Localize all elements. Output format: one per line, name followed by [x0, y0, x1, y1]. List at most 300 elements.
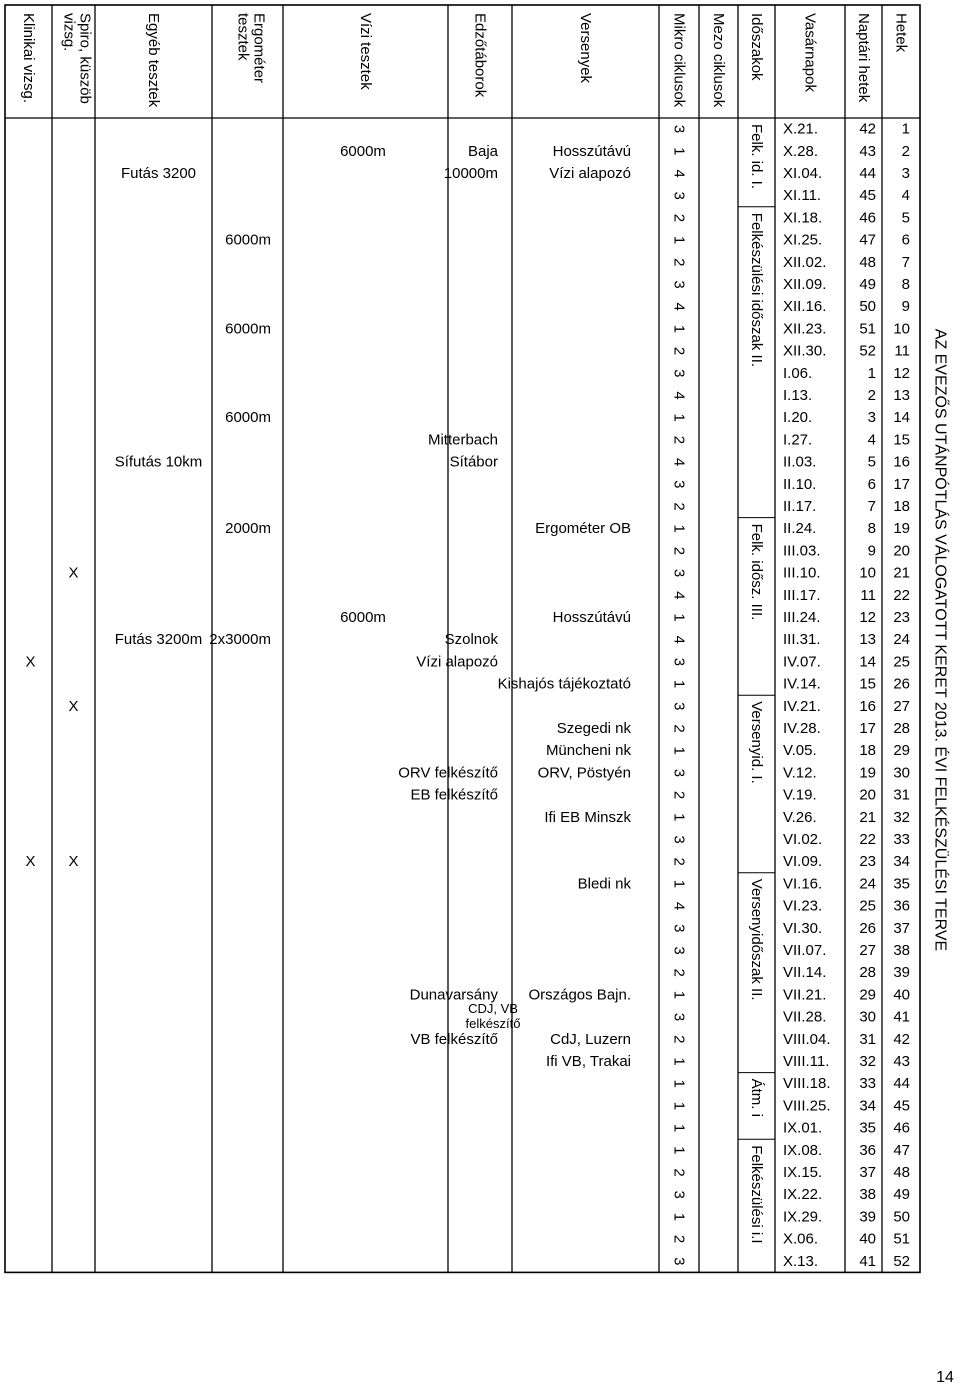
micro-cycle: 1: [670, 1101, 688, 1111]
week-number: 4: [901, 187, 910, 205]
sunday-date: VIII.18.: [783, 1075, 831, 1093]
micro-cycle: 4: [670, 391, 688, 400]
week-number: 17: [893, 475, 910, 493]
week-number: 48: [893, 1164, 910, 1181]
competition: Vízi alapozó: [549, 165, 631, 182]
sunday-date: II.24.: [783, 520, 817, 538]
calendar-week: 13: [859, 631, 876, 649]
sunday-date: X.13.: [783, 1252, 819, 1270]
micro-cycle: 1: [670, 813, 688, 822]
sunday-date: III.03.: [783, 542, 821, 560]
week-number: 50: [893, 1208, 910, 1226]
calendar-week: 34: [859, 1097, 876, 1115]
table-row: [225, 520, 910, 537]
week-number: 18: [893, 498, 910, 515]
week-number: 15: [893, 431, 910, 449]
ergometer-test: 6000m: [225, 409, 271, 427]
training-camp: ORV felkészítő: [398, 764, 498, 782]
training-camp: CDJ, VB felkészítő: [465, 1001, 521, 1032]
table-row: [671, 1208, 911, 1225]
table-row: [671, 920, 911, 937]
other-test: Futás 3200: [120, 165, 197, 182]
week-number: 39: [893, 964, 910, 982]
week-number: 29: [893, 742, 910, 760]
table-row: [671, 1097, 911, 1114]
calendar-week: 31: [859, 1030, 876, 1048]
sunday-date: II.03.: [783, 453, 817, 471]
table-row: [410, 787, 910, 804]
period-label: Felkészülési időszak II.: [748, 212, 765, 368]
sunday-date: VIII.11.: [783, 1053, 830, 1070]
table-row: [671, 1231, 911, 1248]
week-number: 1: [901, 120, 910, 138]
micro-cycle: 3: [670, 480, 688, 489]
sheet-title: AZ EVEZŐS UTÁNPÓTLÁS VÁLOGATOTT KERET 2013. ÉVI FELKÉSZÜLÉSI TERVE: [931, 328, 949, 952]
table-row: [671, 1253, 911, 1270]
week-number: 32: [893, 808, 910, 826]
competition: Hosszútávú: [552, 609, 631, 626]
week-number: 5: [901, 209, 910, 227]
calendar-week: 29: [859, 986, 876, 1004]
week-number: 42: [893, 1030, 910, 1048]
week-number: 24: [893, 631, 910, 649]
table-row: [398, 764, 910, 781]
clinical-exam: X: [25, 853, 36, 871]
week-number: 36: [893, 897, 910, 915]
header-idoszakok: Időszakok: [748, 13, 765, 81]
sunday-date: II.10.: [783, 475, 817, 493]
micro-cycle: 1: [670, 679, 688, 689]
micro-cycle: 4: [670, 169, 688, 178]
calendar-week: 48: [859, 253, 876, 271]
micro-cycle: 2: [670, 346, 688, 356]
micro-cycle: 2: [670, 502, 688, 511]
calendar-week: 4: [867, 431, 876, 449]
week-number: 3: [901, 165, 910, 182]
sunday-date: VII.14.: [783, 964, 827, 982]
calendar-week: 8: [867, 520, 876, 538]
micro-cycle: 1: [670, 235, 688, 245]
table-row: [68, 565, 910, 582]
period-label: Felkészülési i.I: [748, 1145, 765, 1244]
calendar-week: 49: [859, 276, 876, 293]
micro-cycle: 1: [670, 879, 688, 889]
training-camp: Dunavarsány: [409, 986, 498, 1004]
micro-cycle: 3: [670, 124, 688, 134]
calendar-week: 14: [859, 653, 876, 671]
micro-cycle: 3: [670, 280, 688, 289]
week-number: 31: [893, 786, 910, 804]
week-number: 28: [893, 720, 910, 737]
other-test: Sífutás 10km: [114, 453, 203, 471]
sunday-date: III.24.: [783, 609, 821, 626]
micro-cycle: 3: [670, 191, 688, 200]
week-number: 43: [893, 1053, 910, 1070]
micro-cycle: 4: [670, 302, 688, 311]
sunday-date: XII.16.: [783, 298, 827, 316]
spiro-test: X: [68, 853, 79, 871]
table-row: [671, 1142, 911, 1159]
training-camp: EB felkészítő: [410, 786, 498, 804]
header-versenyek: Versenyek: [577, 13, 594, 84]
table-row: [225, 232, 910, 249]
calendar-week: 20: [859, 786, 876, 804]
week-number: 51: [893, 1230, 910, 1248]
calendar-week: 19: [859, 764, 876, 782]
water-test: 6000m: [340, 142, 386, 160]
sunday-date: IV.07.: [783, 653, 821, 671]
table-row: [546, 742, 910, 759]
sunday-date: XI.11.: [783, 187, 822, 205]
table-row: [671, 542, 911, 559]
calendar-week: 44: [859, 165, 876, 182]
sunday-date: X.06.: [783, 1230, 819, 1248]
competition: Országos Bajn.: [528, 986, 631, 1004]
calendar-week: 9: [867, 542, 876, 560]
calendar-week: 24: [859, 875, 876, 893]
competition: CdJ, Luzern: [550, 1030, 631, 1048]
table-row: [410, 1031, 910, 1048]
calendar-week: 25: [859, 897, 876, 915]
micro-cycle: 2: [670, 258, 688, 267]
table-row: [671, 209, 911, 226]
calendar-week: 39: [859, 1208, 876, 1226]
week-number: 41: [893, 1008, 910, 1026]
calendar-week: 42: [859, 120, 876, 138]
header-egyeb: Egyéb tesztek: [145, 13, 162, 108]
period-labels: [748, 124, 765, 1244]
micro-cycle: 1: [670, 147, 688, 156]
micro-cycle: 2: [670, 724, 688, 733]
sunday-date: VI.30.: [783, 919, 823, 937]
table-row: [671, 898, 911, 915]
week-number: 49: [893, 1186, 910, 1204]
micro-cycle: 4: [670, 901, 688, 911]
micro-cycle: 3: [670, 568, 688, 578]
week-number: 30: [893, 764, 910, 782]
micro-cycle: 3: [670, 369, 688, 378]
table-row: [428, 431, 910, 448]
week-number: 40: [893, 986, 910, 1004]
week-number: 6: [901, 231, 910, 249]
week-number: 26: [893, 675, 910, 693]
period-label: Felk. idősz. III.: [748, 523, 765, 621]
calendar-week: 38: [859, 1186, 876, 1204]
calendar-week: 37: [859, 1164, 876, 1181]
calendar-week: 15: [859, 675, 876, 693]
table-row: [557, 720, 910, 737]
sunday-date: VI.16.: [783, 875, 823, 893]
header-hetek: Hetek: [892, 13, 910, 53]
sunday-date: IX.22.: [783, 1186, 823, 1204]
week-number: 52: [893, 1252, 910, 1270]
table-row: [546, 1053, 910, 1070]
week-number: 9: [901, 298, 910, 316]
table-row: [671, 365, 911, 382]
competition: Szegedi nk: [556, 720, 631, 737]
table-row: [671, 187, 911, 204]
week-number: 21: [893, 564, 910, 582]
table-row: [466, 1001, 910, 1031]
table-row: [25, 653, 910, 670]
sunday-date: V.12.: [783, 764, 817, 782]
calendar-week: 1: [867, 364, 876, 382]
micro-cycle: 3: [670, 702, 688, 711]
table-row: [225, 320, 910, 337]
sunday-date: V.26.: [783, 808, 817, 826]
calendar-week: 11: [860, 586, 876, 604]
calendar-week: 3: [867, 409, 876, 427]
competition: Kishajós tájékoztató: [497, 675, 631, 693]
table-row: [225, 409, 910, 426]
micro-cycle: 3: [670, 946, 688, 955]
week-number: 35: [893, 875, 910, 893]
header-vasarnapok: Vasárnapok: [801, 13, 819, 92]
sunday-date: V.19.: [783, 786, 817, 804]
calendar-week: 47: [859, 231, 876, 249]
calendar-week: 35: [859, 1119, 876, 1137]
header-vizi: Vízi tesztek: [357, 13, 374, 90]
sunday-date: VII.28.: [783, 1008, 827, 1026]
period-label: Átm. i: [748, 1078, 765, 1117]
week-number: 34: [893, 853, 910, 871]
micro-cycle: 3: [670, 657, 688, 667]
training-camp: 10000m: [443, 165, 498, 182]
header-mikro: Mikro ciklusok: [670, 13, 688, 108]
sunday-date: IV.14.: [783, 675, 821, 693]
sunday-date: VI.09.: [783, 853, 823, 871]
week-number: 16: [893, 453, 910, 471]
calendar-week: 12: [859, 609, 876, 626]
calendar-week: 17: [859, 720, 876, 737]
calendar-week: 2: [867, 387, 876, 404]
calendar-week: 16: [859, 697, 876, 715]
week-number: 12: [893, 364, 910, 382]
sunday-date: I.20.: [783, 409, 813, 427]
table-row: [671, 343, 911, 360]
table-row: [671, 1120, 911, 1137]
micro-cycle: 1: [670, 1079, 688, 1088]
week-number: 8: [901, 276, 910, 293]
table-row: [671, 1164, 911, 1181]
sunday-date: VI.23.: [783, 897, 823, 915]
sunday-date: VIII.25.: [783, 1097, 831, 1115]
week-number: 11: [894, 342, 910, 360]
table-row: [671, 121, 911, 138]
table-row: [671, 1186, 911, 1203]
table-row: [671, 587, 911, 604]
table-row: [578, 875, 910, 892]
table-row: [25, 853, 910, 870]
calendar-week: 51: [859, 320, 876, 338]
calendar-week: 7: [867, 498, 876, 515]
calendar-week: 46: [859, 209, 876, 227]
micro-cycle: 2: [670, 1168, 688, 1177]
calendar-week: 27: [859, 942, 876, 959]
table-row: [671, 276, 911, 293]
ergometer-test: 2x3000m: [209, 631, 271, 649]
table-row: [671, 387, 911, 404]
period-label: Felk. id. I.: [748, 124, 765, 190]
week-number: 25: [893, 653, 910, 671]
micro-cycle: 1: [670, 613, 688, 622]
micro-cycle: 3: [670, 1257, 688, 1266]
ergometer-test: 6000m: [225, 231, 271, 249]
water-test: 6000m: [340, 609, 386, 626]
competition: Ifi VB, Trakai: [545, 1053, 631, 1070]
table-row: [671, 476, 911, 493]
micro-cycle: 1: [670, 524, 688, 533]
calendar-week: 43: [859, 142, 876, 160]
calendar-week: 6: [867, 475, 876, 493]
week-number: 22: [893, 586, 910, 604]
calendar-week: 50: [859, 298, 876, 316]
calendar-week: 5: [867, 453, 876, 471]
calendar-week: 22: [859, 831, 876, 848]
week-number: 45: [893, 1097, 910, 1115]
table-row: [671, 942, 911, 959]
week-number: 27: [893, 697, 910, 715]
training-camp: VB felkészítő: [410, 1030, 498, 1048]
competition: ORV, Pöstyén: [537, 764, 631, 782]
micro-cycle: 2: [670, 1035, 688, 1044]
training-camp: Mitterbach: [427, 431, 498, 449]
table-row: [340, 609, 910, 626]
header-naptari: Naptári hetek: [855, 13, 872, 103]
table-row: [671, 831, 911, 848]
sunday-date: IV.21.: [783, 697, 821, 715]
sunday-date: IX.15.: [783, 1164, 823, 1181]
table-row: [68, 698, 910, 715]
header-edzotaborok: Edzőtáborok: [471, 13, 489, 98]
week-number: 44: [893, 1075, 910, 1093]
table-row: [671, 1075, 911, 1092]
spiro-test: X: [68, 564, 79, 582]
ergometer-test: 2000m: [225, 520, 271, 538]
training-camp: Sítábor: [449, 453, 498, 471]
calendar-week: 21: [859, 808, 876, 826]
period-label: Versenyid. I.: [748, 701, 765, 784]
micro-cycle: 1: [670, 1057, 688, 1066]
week-number: 13: [893, 387, 910, 404]
calendar-week: 32: [859, 1053, 876, 1070]
sunday-date: IX.01.: [783, 1119, 823, 1137]
sunday-date: X.21.: [783, 120, 819, 138]
header-mezo: Mezo ciklusok: [710, 13, 727, 108]
micro-cycle: 1: [670, 324, 688, 334]
table-body: [25, 121, 910, 1270]
calendar-week: 41: [859, 1252, 876, 1270]
column-headers: [20, 13, 910, 108]
clinical-exam: X: [25, 653, 36, 671]
calendar-week: 18: [859, 742, 876, 760]
week-number: 10: [893, 320, 910, 338]
sunday-date: II.17.: [783, 498, 817, 515]
micro-cycle: 1: [670, 1123, 688, 1133]
calendar-week: 30: [859, 1008, 876, 1026]
period-label: Versenyidőszak II.: [748, 878, 765, 1001]
week-number: 47: [893, 1141, 910, 1159]
week-number: 33: [893, 831, 910, 848]
sunday-date: I.27.: [783, 431, 813, 449]
table-row: [671, 964, 911, 981]
sunday-date: VI.02.: [783, 831, 823, 848]
week-number: 2: [901, 142, 910, 160]
micro-cycle: 2: [670, 213, 688, 223]
micro-cycle: 1: [670, 1212, 688, 1222]
table-row: [544, 809, 910, 826]
competition: Müncheni nk: [545, 742, 631, 760]
calendar-week: 52: [859, 342, 876, 360]
micro-cycle: 3: [670, 1012, 688, 1022]
calendar-week: 23: [859, 853, 876, 871]
micro-cycle: 4: [670, 457, 688, 467]
calendar-week: 36: [859, 1141, 876, 1159]
sunday-date: III.31.: [783, 631, 821, 649]
sunday-date: XI.18.: [783, 209, 823, 227]
table-row: [340, 143, 910, 160]
header-klinikai: Klinikai vizsg.: [20, 13, 37, 104]
header-ergometer: Ergométertesztek: [234, 13, 268, 84]
table-row: [121, 165, 910, 182]
micro-cycle: 2: [670, 1234, 688, 1244]
calendar-week: 28: [859, 964, 876, 982]
sunday-date: III.17.: [783, 586, 821, 604]
sunday-date: XII.23.: [783, 320, 827, 338]
micro-cycle: 3: [670, 924, 688, 933]
table-row: [671, 498, 911, 515]
micro-cycle: 2: [670, 857, 688, 866]
sunday-date: VIII.04.: [783, 1030, 831, 1048]
calendar-week: 10: [859, 564, 876, 582]
week-number: 23: [893, 609, 910, 626]
week-number: 19: [893, 520, 910, 538]
sunday-date: XII.30.: [783, 342, 827, 360]
table-row: [671, 298, 911, 315]
week-number: 7: [901, 253, 910, 271]
micro-cycle: 4: [670, 591, 688, 600]
micro-cycle: 2: [670, 968, 688, 977]
sunday-date: X.28.: [783, 142, 819, 160]
micro-cycle: 3: [670, 768, 688, 778]
calendar-week: 33: [859, 1075, 876, 1093]
sunday-date: I.13.: [783, 387, 813, 404]
calendar-week: 45: [859, 187, 876, 205]
week-number: 38: [893, 942, 910, 959]
sunday-date: XI.04.: [783, 165, 823, 182]
sunday-date: III.10.: [783, 564, 821, 582]
micro-cycle: 2: [670, 435, 688, 445]
competition: Ifi EB Minszk: [544, 808, 631, 826]
micro-cycle: 1: [670, 990, 688, 1000]
page-number: 14: [936, 1369, 954, 1386]
training-camp: Szolnok: [444, 631, 498, 649]
training-camp: Baja: [467, 142, 498, 160]
table-row: [671, 254, 911, 271]
micro-cycle: 4: [670, 635, 688, 644]
spiro-test: X: [68, 697, 79, 715]
week-number: 46: [893, 1119, 910, 1137]
micro-cycle: 1: [670, 1146, 688, 1155]
competition: Hosszútávú: [552, 142, 631, 160]
sunday-date: XI.25.: [783, 231, 823, 249]
table-row: [498, 676, 910, 693]
micro-cycle: 1: [670, 746, 688, 755]
micro-cycle: 2: [670, 790, 688, 800]
week-number: 14: [893, 409, 910, 427]
sunday-date: VII.07.: [783, 942, 827, 959]
ergometer-test: 6000m: [225, 320, 271, 338]
